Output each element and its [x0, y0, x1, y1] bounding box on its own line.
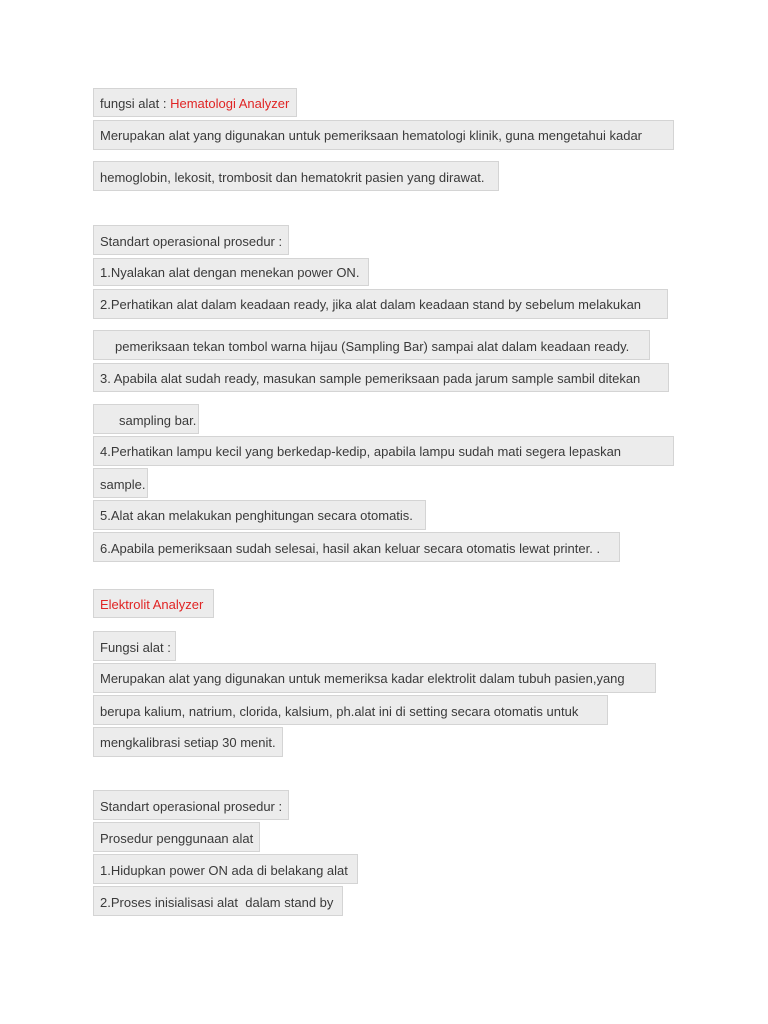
elektrolit-step-text: 2.Proses inisialisasi alat dalam stand by: [100, 895, 334, 910]
elektrolit-step: [93, 886, 343, 916]
elektrolit-title-text: Elektrolit Analyzer: [100, 597, 204, 612]
elektrolit-desc-line1: [93, 663, 656, 693]
hematologi-step-text: 4.Perhatikan lampu kecil yang berkedap-kedip, apabila lampu sudah mati segera lepaskan: [100, 444, 622, 459]
elektrolit-desc-line3: [93, 727, 283, 757]
hematologi-step: [93, 363, 669, 392]
elektrolit-desc-line3-text: mengkalibrasi setiap 30 menit.: [100, 735, 276, 750]
hematologi-step-text: 5.Alat akan melakukan penghitungan secara otomatis.: [100, 508, 413, 523]
hematologi-step: [93, 404, 199, 434]
hematologi-step: [93, 500, 426, 530]
hematologi-desc-line2: [93, 161, 499, 191]
hematologi-step-text: pemeriksaan tekan tombol warna hijau (Sampling Bar) sampai alat dalam keadaan ready.: [115, 339, 630, 354]
hematologi-step-text: 6.Apabila pemeriksaan sudah selesai, hasil akan keluar secara otomatis lewat printer. .: [100, 541, 601, 556]
hematologi-desc-line1-text: Merupakan alat yang digunakan untuk pemeriksaan hematologi klinik, guna mengetahui kadar: [100, 128, 643, 143]
elektrolit-desc-line1-text: Merupakan alat yang digunakan untuk memeriksa kadar elektrolit dalam tubuh pasien,yang: [100, 671, 625, 686]
elektrolit-sop-heading-text: Standart operasional prosedur :: [100, 799, 283, 814]
elektrolit-sop-heading: [93, 790, 289, 820]
hematologi-step-text: 3. Apabila alat sudah ready, masukan sample pemeriksaan pada jarum sample sambil ditekan: [100, 371, 641, 386]
hematologi-title-name: Hematologi Analyzer: [170, 96, 290, 111]
hematologi-step-text: 1.Nyalakan alat dengan menekan power ON.: [100, 265, 360, 280]
elektrolit-prosedur-heading-text: Prosedur penggunaan alat: [100, 831, 254, 846]
elektrolit-desc-line2-text: berupa kalium, natrium, clorida, kalsium, ph.alat ini di setting secara otomatis untuk: [100, 704, 579, 719]
elektrolit-step-text: 1.Hidupkan power ON ada di belakang alat: [100, 863, 348, 878]
hematologi-step: [93, 289, 668, 319]
elektrolit-prosedur-heading: [93, 822, 260, 852]
hematologi-step-text: sampling bar.: [119, 413, 197, 428]
elektrolit-title: [93, 589, 214, 618]
elektrolit-step: [93, 854, 358, 884]
hematologi-step-text: sample.: [100, 477, 146, 492]
elektrolit-fungsi-heading: [93, 631, 176, 661]
hematologi-step-text: 2.Perhatikan alat dalam keadaan ready, jika alat dalam keadaan stand by sebelum melakukan: [100, 297, 642, 312]
hematologi-sop-heading: [93, 225, 289, 255]
elektrolit-fungsi-heading-text: Fungsi alat :: [100, 640, 171, 655]
hematologi-title: [93, 88, 297, 117]
hematologi-desc-line1: [93, 120, 674, 150]
hematologi-title-prefix: fungsi alat :: [100, 96, 171, 111]
hematologi-step: [93, 330, 650, 360]
hematologi-step: [93, 468, 148, 498]
hematologi-step: [93, 532, 620, 562]
elektrolit-desc-line2: [93, 695, 608, 725]
hematologi-desc-line2-text: hemoglobin, lekosit, trombosit dan hematokrit pasien yang dirawat.: [100, 170, 485, 185]
hematologi-step: [93, 436, 674, 466]
hematologi-step: [93, 258, 369, 286]
hematologi-sop-heading-text: Standart operasional prosedur :: [100, 234, 283, 249]
